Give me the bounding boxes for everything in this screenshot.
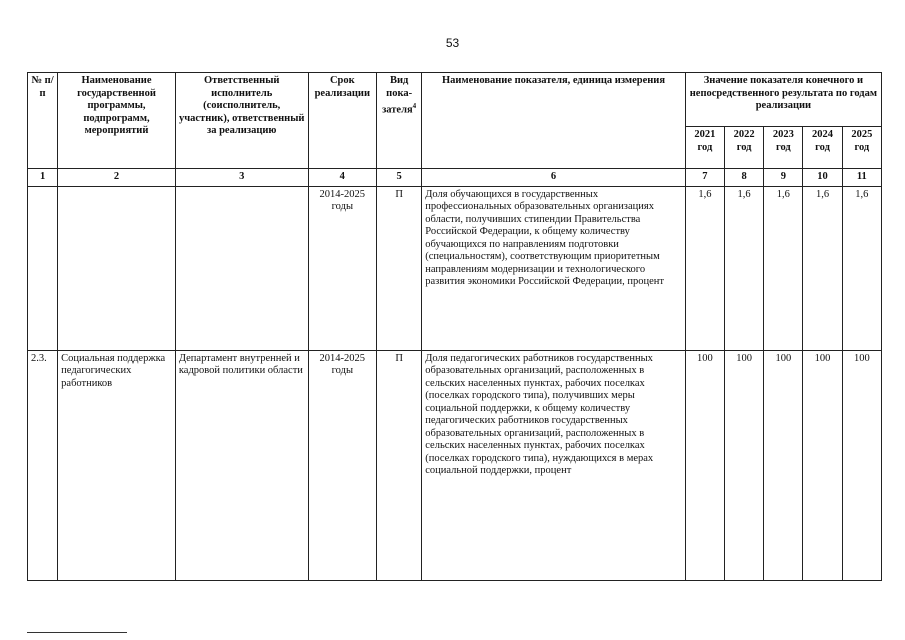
row-value-2021: 100 [685, 350, 724, 580]
column-number: 5 [377, 169, 422, 187]
column-number: 3 [175, 169, 308, 187]
row-num: 2.3. [28, 350, 58, 580]
row-type: П [377, 186, 422, 350]
header-executor: Ответственный исполнитель (соисполнитель, участник), ответственный за реализацию [175, 73, 308, 169]
row-value-2023: 1,6 [764, 186, 803, 350]
row-period: 2014-2025 годы [308, 186, 376, 350]
row-value-2025: 1,6 [842, 186, 881, 350]
header-type: Вид пока-зателя$^4$ [377, 73, 422, 169]
row-value-2024: 100 [803, 350, 842, 580]
row-value-2023: 100 [764, 350, 803, 580]
row-type: П [377, 350, 422, 580]
header-values-group: Значение показателя конечного и непосредственного результата по годам реализации [685, 73, 881, 127]
column-number: 9 [764, 169, 803, 187]
header-period: Срок реализации [308, 73, 376, 169]
row-executor: Департамент внутренней и кадровой политики области [175, 350, 308, 580]
column-number: 6 [422, 169, 686, 187]
header-row-1 [28, 73, 882, 127]
column-number: 4 [308, 169, 376, 187]
header-indicator: Наименование показателя, единица измерения [422, 73, 686, 169]
row-value-2024: 1,6 [803, 186, 842, 350]
column-number: 2 [58, 169, 176, 187]
row-indicator: Доля обучающихся в государственных профессиональных образовательных организациях области, получивших стипендии Правительства Российской Федерации, к общему количеству обучающихся по направлениям подготовки (специальностям), соответствующим приоритетным направлениям модернизации и технологического развития экономики Российской Федерации, процент [422, 186, 686, 350]
header-year-2024: 2024 год [803, 127, 842, 169]
table-row [28, 350, 882, 580]
column-number: 8 [725, 169, 764, 187]
footnote-divider [27, 632, 127, 633]
column-number-row [28, 169, 882, 187]
row-value-2025: 100 [842, 350, 881, 580]
header-year-2021: 2021 год [685, 127, 724, 169]
row-program-name: Социальная поддержка педагогических работников [58, 350, 176, 580]
row-value-2022: 1,6 [725, 186, 764, 350]
header-year-2023: 2023 год [764, 127, 803, 169]
table-row [28, 186, 882, 350]
row-period: 2014-2025 годы [308, 350, 376, 580]
row-indicator: Доля педагогических работников государственных образовательных организаций, расположенных в сельских населенных пунктах, рабочих поселках (поселках городского типа), получивших меры социальной поддержки, к общему количеству педагогических работников государственных образовательных организаций, расположенных в сельских населенных пунктах, рабочих поселках (поселках городского типа), нуждающихся в мерах социальной поддержки, процент [422, 350, 686, 580]
header-num: № п/п [28, 73, 58, 169]
column-number: 7 [685, 169, 724, 187]
row-program-name [58, 186, 176, 350]
header-year-2025: 2025 год [842, 127, 881, 169]
row-value-2022: 100 [725, 350, 764, 580]
indicators-table [27, 72, 882, 581]
row-executor [175, 186, 308, 350]
column-number: 10 [803, 169, 842, 187]
header-program: Наименование государственной программы, подпрограмм, мероприятий [58, 73, 176, 169]
footnote-4: 4 [412, 102, 417, 110]
row-value-2021: 1,6 [685, 186, 724, 350]
column-number: 11 [842, 169, 881, 187]
page-number: 53 [445, 36, 460, 50]
row-num [28, 186, 58, 350]
column-number: 1 [28, 169, 58, 187]
header-year-2022: 2022 год [725, 127, 764, 169]
